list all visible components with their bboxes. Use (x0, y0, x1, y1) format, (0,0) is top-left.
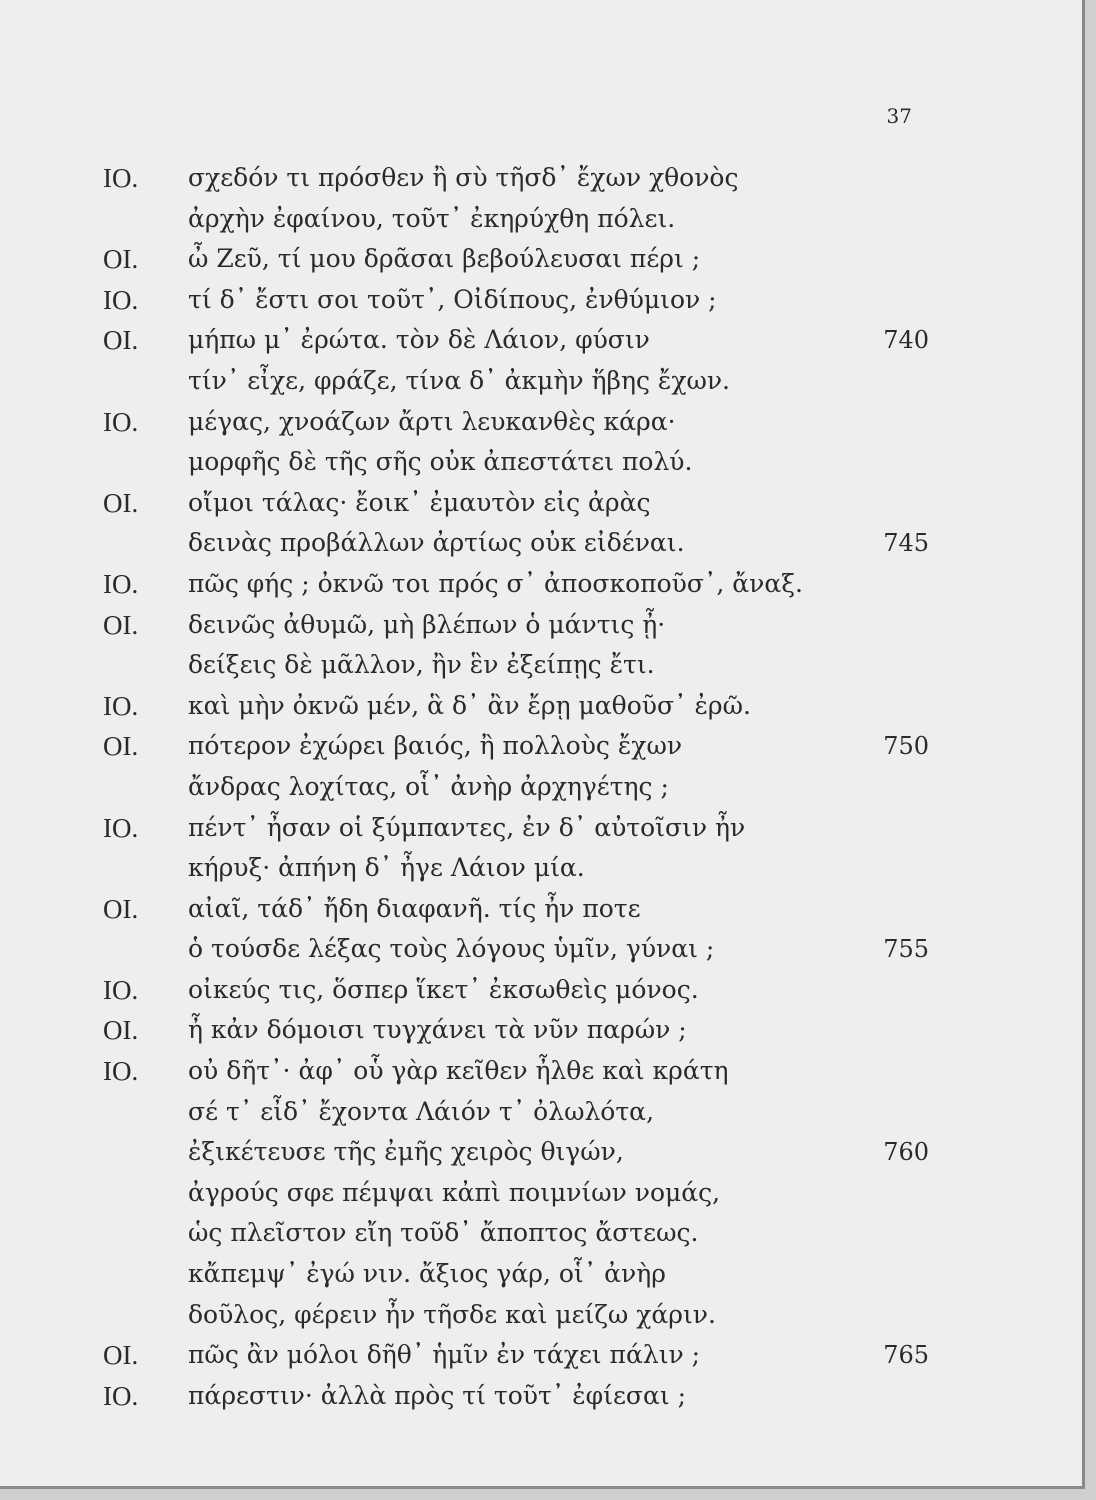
verse-line (0, 1213, 1082, 1254)
verse-line (0, 929, 1082, 970)
verse-line (0, 1132, 1082, 1173)
verse-text: ἐξικέτευσε τῆς ἐμῆς χειρὸς θιγών, (188, 1137, 624, 1167)
verse-line (0, 686, 1082, 727)
verse-text: πῶς ἂν μόλοι δῆθ᾽ ἡμῖν ἐν τάχει πάλιν ; (188, 1340, 701, 1370)
verse-line (0, 767, 1082, 808)
verse-text: πότερον ἐχώρει βαιός, ἢ πολλοὺς ἔχων (188, 731, 683, 761)
verse-text: ὦ Ζεῦ, τί μου δρᾶσαι βεβούλευσαι πέρι ; (188, 244, 701, 274)
verse-text: αἰαῖ, τάδ᾽ ἤδη διαφανῆ. τίς ἦν ποτε (188, 893, 641, 923)
verse-line (0, 442, 1082, 483)
verse-text: ἄνδρας λοχίτας, οἷ᾽ ἀνὴρ ἀρχηγέτης ; (188, 771, 669, 801)
verse-line (0, 645, 1082, 686)
verse-line (0, 199, 1082, 240)
verse-line (0, 889, 1082, 930)
verse-line (0, 1295, 1082, 1336)
verse-line (0, 361, 1082, 402)
verse-text: τίν᾽ εἶχε, φράζε, τίνα δ᾽ ἀκμὴν ἥβης ἔχων. (188, 365, 730, 395)
verse-text: ὁ τούσδε λέξας τοὺς λόγους ὑμῖν, γύναι ; (188, 934, 715, 964)
line-number: 740 (883, 326, 929, 355)
speaker-label: ΟΙ. (103, 731, 139, 762)
verse-line (0, 280, 1082, 321)
verse-line (0, 523, 1082, 564)
line-number: 745 (883, 529, 929, 558)
verse-text: πῶς φής ; ὀκνῶ τοι πρός σ᾽ ἀποσκοποῦσ᾽, ἄναξ. (188, 568, 803, 598)
verse-line (0, 1376, 1082, 1417)
verse-line (0, 605, 1082, 646)
verse-line (0, 320, 1082, 361)
verse-text: δοῦλος, φέρειν ἦν τῆσδε καὶ μείζω χάριν. (188, 1299, 716, 1329)
verse-text: μέγας, χνοάζων ἄρτι λευκανθὲς κάρα· (188, 406, 676, 436)
verse-text: οἴμοι τάλας· ἔοικ᾽ ἐμαυτὸν εἰς ἀρὰς (188, 487, 651, 517)
verse-line (0, 848, 1082, 889)
verse-text: δεινῶς ἀθυμῶ, μὴ βλέπων ὁ μάντις ᾖ· (188, 609, 666, 639)
verse-text: μορφῆς δὲ τῆς σῆς οὐκ ἀπεστάτει πολύ. (188, 447, 693, 477)
speaker-label: ΙΟ. (103, 1056, 139, 1087)
verse-text: πάρεστιν· ἀλλὰ πρὸς τί τοῦτ᾽ ἐφίεσαι ; (188, 1380, 687, 1410)
verse-text: ἀρχὴν ἐφαίνου, τοῦτ᾽ ἐκηρύχθη πόλει. (188, 203, 676, 233)
verse-text: δεινὰς προβάλλων ἀρτίως οὐκ εἰδέναι. (188, 528, 685, 558)
speaker-label: ΟΙ. (103, 1015, 139, 1046)
verse-line (0, 1051, 1082, 1092)
line-number: 755 (883, 935, 929, 964)
verse-text: κήρυξ· ἀπήνη δ᾽ ἦγε Λάιον μία. (188, 853, 585, 883)
speaker-label: ΙΟ. (103, 1380, 139, 1411)
verse-text: κἄπεμψ᾽ ἐγώ νιν. ἄξιος γάρ, οἷ᾽ ἀνὴρ (188, 1259, 666, 1289)
line-number: 760 (883, 1138, 929, 1167)
speaker-label: ΟΙ. (103, 893, 139, 924)
verse-text: σέ τ᾽ εἶδ᾽ ἔχοντα Λάιόν τ᾽ ὀλωλότα, (188, 1096, 655, 1126)
verse-text: ὡς πλεῖστον εἴη τοῦδ᾽ ἄποπτος ἄστεως. (188, 1218, 699, 1248)
speaker-label: ΟΙ. (103, 325, 139, 356)
verse-line (0, 483, 1082, 524)
speaker-label: ΟΙ. (103, 487, 139, 518)
verse-line (0, 1254, 1082, 1295)
verse-line (0, 158, 1082, 199)
verse-text: δείξεις δὲ μᾶλλον, ἢν ἓν ἐξείπῃς ἔτι. (188, 650, 655, 680)
verse-text: ἀγρούς σφε πέμψαι κἀπὶ ποιμνίων νομάς, (188, 1177, 721, 1207)
speaker-label: ΙΟ. (103, 406, 139, 437)
verse-line (0, 808, 1082, 849)
speaker-label: ΙΟ. (103, 974, 139, 1005)
speaker-label: ΙΟ. (103, 284, 139, 315)
verse-line (0, 726, 1082, 767)
verse-line (0, 1092, 1082, 1133)
verse-line (0, 1010, 1082, 1051)
verse-text: οὐ δῆτ᾽· ἀφ᾽ οὗ γὰρ κεῖθεν ἦλθε καὶ κράτη (188, 1056, 729, 1086)
speaker-label: ΟΙ. (103, 244, 139, 275)
line-number: 750 (883, 732, 929, 761)
line-number: 765 (883, 1341, 929, 1370)
verse-text: σχεδόν τι πρόσθεν ἢ σὺ τῆσδ᾽ ἔχων χθονὸς (188, 163, 739, 192)
speaker-label: ΙΟ. (103, 568, 139, 599)
verse-text: ἦ κἀν δόμοισι τυγχάνει τὰ νῦν παρών ; (188, 1015, 687, 1045)
verse-line (0, 970, 1082, 1011)
verse-line (0, 564, 1082, 605)
speaker-label: ΙΟ. (103, 690, 139, 721)
verse-text: πέντ᾽ ἦσαν οἱ ξύμπαντες, ἐν δ᾽ αὐτοῖσιν ἦν (188, 812, 746, 842)
speaker-label: ΟΙ. (103, 1340, 139, 1371)
verse-block (0, 158, 1082, 1416)
page-number: 37 (886, 104, 912, 128)
speaker-label: ΙΟ. (103, 163, 139, 193)
verse-line (0, 1173, 1082, 1214)
verse-line (0, 1335, 1082, 1376)
speaker-label: ΟΙ. (103, 609, 139, 640)
verse-text: μήπω μ᾽ ἐρώτα. τὸν δὲ Λάιον, φύσιν (188, 325, 650, 355)
verse-text: οἰκεύς τις, ὅσπερ ἵκετ᾽ ἐκσωθεὶς μόνος. (188, 974, 699, 1004)
verse-line (0, 239, 1082, 280)
verse-text: καὶ μὴν ὀκνῶ μέν, ἃ δ᾽ ἂν ἔρῃ μαθοῦσ᾽ ἐρῶ. (188, 690, 751, 720)
verse-line (0, 402, 1082, 443)
verse-text: τί δ᾽ ἔστι σοι τοῦτ᾽, Οἰδίπους, ἐνθύμιον ; (188, 284, 717, 314)
speaker-label: ΙΟ. (103, 812, 139, 843)
